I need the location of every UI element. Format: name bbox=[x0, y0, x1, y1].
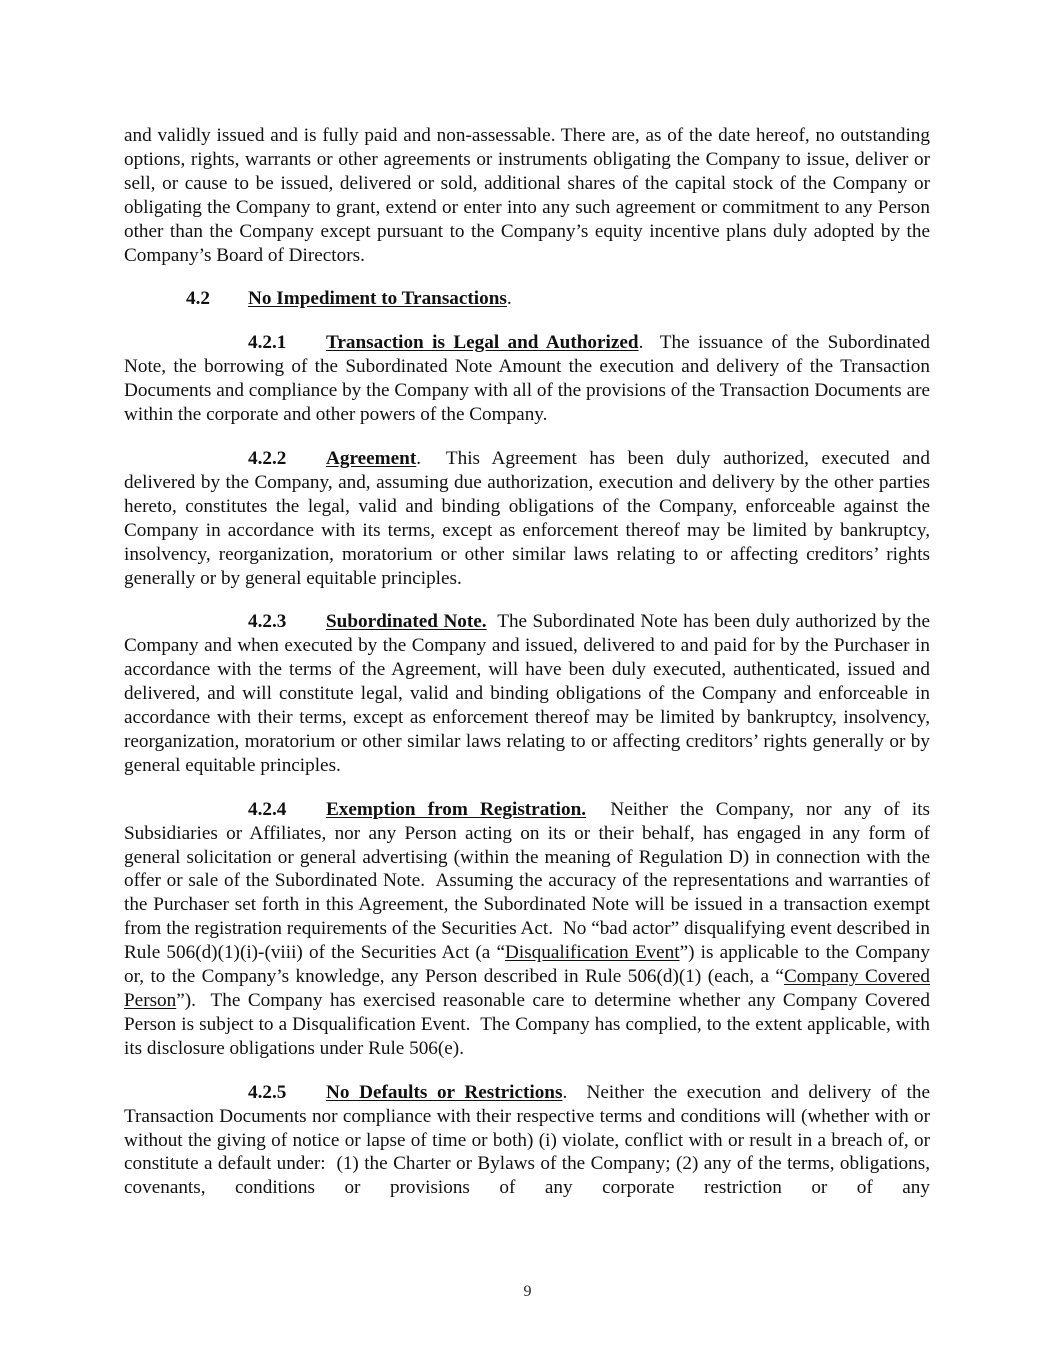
subsection-title-suffix: . bbox=[562, 1081, 568, 1103]
subsection-number: 4.2.4 bbox=[248, 798, 287, 820]
section-title: No Impediment to Transactions bbox=[248, 288, 507, 310]
section-title-suffix: . bbox=[506, 288, 512, 310]
subsection-body: The Subordinated Note has been duly authorized by the Company and when executed by the Company and issued, delivered to and paid for by the Purchaser in accordance with the terms of the Agreement, will have been duly executed, authenticated, issued and delivered, and will constitute legal, valid and binding obligations of the Company and enforceable in accordance with their terms, except as enforcement thereof may be limited by bankruptcy, insolvency, reorganization, moratorium or other similar laws relating to or affecting creditors’ rights generally or by general equitable principles. bbox=[124, 611, 935, 776]
section-heading-4-2 bbox=[124, 287, 930, 311]
spacer bbox=[124, 1061, 930, 1081]
defined-term-company-covered-person: Company Covered Person bbox=[124, 966, 931, 1011]
spacer bbox=[124, 427, 930, 447]
spacer bbox=[124, 311, 930, 331]
spacer bbox=[124, 590, 930, 610]
subsection-body-part-1: Neither the Company, nor any of its Subsidiaries or Affiliates, nor any Person acting on its or their behalf, has engaged in any form of general solicitation or general advertising (within the meaning of Regulation D) in connection with the offer or sale of the Subordinated Note. Assuming the accuracy of the representations and warranties of the Purchaser set forth in this Agreement, the Subordinated Note will be issued in a transaction exempt from the registration requirements of the Securities Act. No “bad actor” disqualifying event described in Rule 506(d)(1)(i)-(viii) of the Securities Act (a “ bbox=[124, 798, 935, 964]
subsection-number: 4.2.5 bbox=[248, 1081, 287, 1103]
subsection-number: 4.2.3 bbox=[248, 611, 287, 633]
section-number: 4.2 bbox=[186, 288, 210, 310]
defined-term-disqualification-event: Disqualification Event bbox=[505, 942, 680, 964]
subsection-number: 4.2.2 bbox=[248, 447, 287, 469]
subsection-body: The issuance of the Subordinated Note, the borrowing of the Subordinated Note Amount the execution and delivery of the Transaction Documents and compliance by the Company with all of the provisions of the Transaction Documents are within the corporate and other powers of the Company. bbox=[124, 332, 935, 426]
subsection-title: No Defaults or Restrictions bbox=[326, 1081, 563, 1103]
subsection-title: Exemption from Registration. bbox=[326, 798, 587, 820]
subsection-body: This Agreement has been duly authorized, executed and delivered by the Company, and, assuming due authorization, execution and delivery by the other parties hereto, constitutes the legal, valid and binding obligations of the Company, enforceable against the Company in accordance with its terms, except as enforcement thereof may be limited by bankruptcy, insolvency, reorganization, moratorium or other similar laws relating to or affecting creditors’ rights generally or by general equitable principles. bbox=[124, 447, 935, 589]
document-page bbox=[124, 124, 935, 1200]
subsection-body: Neither the execution and delivery of the Transaction Documents nor compliance with their respective terms and conditions will (whether with or without the giving of notice or lapse of time or both) (i) violate, conflict with or result in a breach of, or constitute a default under: (1) the Charter or Bylaws of the Company; (2) any of the terms, obligations, covenants, conditions or provisions of any corporate restriction or of any bbox=[124, 1081, 935, 1199]
continuation-paragraph: and validly issued and is fully paid and non-assessable. There are, as of the date hereof, no outstanding options, rights, warrants or other agreements or instruments obligating the Company to issue, deliver or sell, or cause to be issued, delivered or sold, additional shares of the capital stock of the Company or obligating the Company to grant, extend or enter into any such agreement or commitment to any Person other than the Company except pursuant to the Company’s equity incentive plans duly adopted by the Company’s Board of Directors. bbox=[124, 125, 930, 266]
subsection-title-suffix: . bbox=[638, 332, 644, 354]
subsection-title-suffix: . bbox=[416, 447, 422, 469]
subsection-4-2-3 bbox=[124, 610, 935, 777]
subsection-4-2-4 bbox=[124, 798, 935, 1061]
subsection-body-part-3: ”). The Company has exercised reasonable care to determine whether any Company Covered Person is subject to a Disqualification Event. The Company has complied, to the extent applicable, with its disclosure obligations under Rule 506(e). bbox=[124, 990, 935, 1059]
subsection-title: Transaction is Legal and Authorized bbox=[326, 332, 639, 354]
subsection-title: Subordinated Note. bbox=[326, 611, 487, 633]
subsection-4-2-1 bbox=[124, 331, 935, 427]
spacer bbox=[124, 267, 930, 287]
subsection-number: 4.2.1 bbox=[248, 332, 287, 354]
subsection-4-2-5 bbox=[124, 1081, 935, 1201]
subsection-body-part-2: ”) is applicable to the Company or, to the Company’s knowledge, any Person described in Rule 506(d)(1) (each, a “ bbox=[124, 942, 935, 988]
page-number: 9 bbox=[523, 1283, 532, 1300]
spacer bbox=[124, 778, 930, 798]
subsection-title: Agreement bbox=[326, 447, 417, 469]
subsection-4-2-2 bbox=[124, 447, 935, 590]
